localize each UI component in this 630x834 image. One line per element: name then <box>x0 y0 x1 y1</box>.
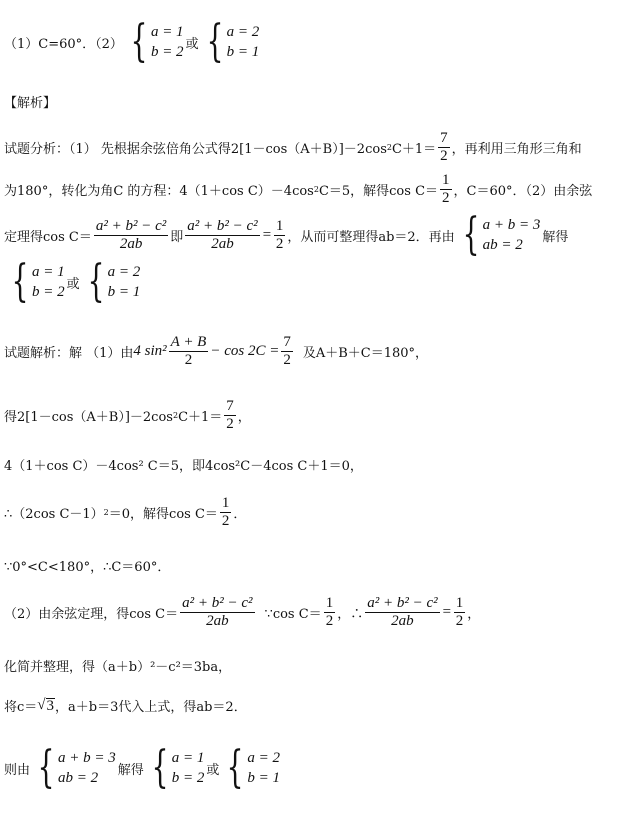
analysis-line-3 <box>4 209 569 260</box>
math-text: 试题分析：（1） 先根据余弦倍角公式得2[1－cos（A＋B）]－2cos <box>4 142 387 157</box>
fraction-1-2 <box>220 495 232 530</box>
math-text: b = 1 <box>247 770 281 786</box>
math-text: 1 <box>221 495 230 511</box>
math-text: ． <box>233 507 247 522</box>
solution-line-6 <box>4 595 480 630</box>
math-text: 化简并整理，得（a＋b）²－c²＝3ba， <box>4 660 232 675</box>
fraction-7-2 <box>224 398 236 433</box>
cos-fraction <box>94 218 168 253</box>
answer-line <box>4 16 261 67</box>
solution-line-3 <box>4 455 363 474</box>
fraction-7-2 <box>438 130 450 165</box>
math-text: 2 <box>275 235 284 252</box>
math-text: C＋1＝ <box>178 410 223 425</box>
math-text: a = 1 <box>171 750 205 766</box>
math-text: 2ab <box>206 613 229 629</box>
math-text: a = 2 <box>107 264 141 280</box>
math-text: 7 <box>440 130 448 146</box>
analysis-line-4 <box>4 256 142 307</box>
math-text: 2 <box>172 411 179 420</box>
math-text: a = 2 <box>247 750 281 766</box>
math-text: 或 <box>66 276 80 292</box>
math-text: 2 <box>386 143 392 152</box>
math-text: 3 <box>46 698 55 714</box>
math-text: ， <box>467 607 481 622</box>
analysis-line-2 <box>4 172 592 207</box>
math-text: 2 <box>325 613 334 629</box>
fraction-1-2 <box>324 595 336 630</box>
answer-text: （1）C=60°．（2） <box>4 36 123 52</box>
math-text: a = 1 <box>150 24 184 40</box>
analysis-line-1 <box>4 130 582 165</box>
math-text: a² + b² − c² <box>95 217 167 234</box>
math-text: ， <box>237 410 251 425</box>
math-text: 2 <box>313 185 319 194</box>
solution-line-9 <box>4 742 282 793</box>
fraction-1-2 <box>274 218 286 253</box>
solution-system-2: { a = 2 b = 1 <box>206 16 260 67</box>
math-text: 【解析】 <box>4 96 57 111</box>
math-text: − cos 2C = <box>210 343 280 359</box>
math-text: 解得 <box>117 762 144 778</box>
solution-line-8 <box>4 696 247 715</box>
math-text: ∵cos C＝ <box>264 607 322 622</box>
solution-system-2: { a = 2 b = 1 <box>227 742 281 793</box>
math-text: 则由 <box>4 762 31 778</box>
math-text: a + b = 3 <box>482 217 541 233</box>
math-text: 或 <box>206 762 220 778</box>
math-text: （2）由余弦定理，得cos C＝ <box>4 607 179 622</box>
math-text: b = 1 <box>107 284 141 300</box>
math-text: b = 2 <box>32 284 65 300</box>
math-text: 即 <box>170 229 184 245</box>
solution-line-1 <box>4 334 428 369</box>
cos-fraction <box>185 218 259 253</box>
math-text: 2 <box>442 190 450 206</box>
math-text: 及A＋B＋C＝180°， <box>302 346 429 361</box>
math-text: C＝5，解得cos C＝ <box>318 184 439 199</box>
math-text: ab = 2 <box>58 770 99 786</box>
math-text: 将c＝ <box>4 700 38 715</box>
solution-system-1: { a = 1 b = 2 <box>11 256 65 307</box>
math-text: b = 2 <box>150 44 184 60</box>
math-text: 2ab <box>211 235 234 252</box>
math-text: ，C＝60°．（2）由余弦 <box>453 184 593 199</box>
math-text: C＋1＝ <box>391 142 437 157</box>
math-text: 2 <box>283 352 291 368</box>
cos-fraction <box>180 595 254 630</box>
math-text: 2ab <box>391 613 414 629</box>
math-text: ，a＋b＝3代入上式，得ab＝2． <box>55 700 247 715</box>
math-text: 解得 <box>542 229 569 245</box>
fraction-1-2 <box>454 595 466 630</box>
or-text: 或 <box>185 36 199 52</box>
math-text: 2 <box>455 613 464 629</box>
solution-system-1: { a = 1 b = 2 <box>130 16 184 67</box>
math-text: 定理得cos C＝ <box>4 229 92 245</box>
math-text: A + B <box>170 334 207 350</box>
math-text: 7 <box>226 398 234 414</box>
math-text: ，从而可整理得ab＝2．再由 <box>287 229 455 245</box>
math-text: 2ab <box>119 235 143 252</box>
math-text: 7 <box>283 334 291 350</box>
jiexi-heading <box>4 92 56 111</box>
math-text: = <box>441 604 452 620</box>
system-sum-product: { a + b = 3 ab = 2 <box>37 742 116 793</box>
math-text: 得2[1－cos（A＋B）]－2cos <box>4 410 173 425</box>
math-text: = <box>261 226 272 243</box>
solution-line-2 <box>4 398 251 433</box>
math-text: ，再利用三角形三角和 <box>451 142 582 157</box>
math-text: √ <box>37 697 46 713</box>
math-text: a² + b² − c² <box>187 217 258 234</box>
math-text: 试题解析：解 （1）由 <box>4 346 134 361</box>
math-text: ab = 2 <box>482 237 523 253</box>
math-text: a + b = 3 <box>58 750 116 766</box>
solution-line-4 <box>4 495 246 530</box>
solution-system-1: { a = 1 b = 2 <box>151 742 205 793</box>
math-text: ＝0，解得cos C＝ <box>108 507 218 522</box>
cos-fraction <box>365 595 439 630</box>
math-text: b = 1 <box>226 44 260 60</box>
math-text: 为180°，转化为角C 的方程：4（1＋cos C）－4cos <box>4 184 314 199</box>
fraction-7-2 <box>281 334 293 369</box>
math-text: a² + b² − c² <box>367 595 438 611</box>
math-text: a = 2 <box>226 24 260 40</box>
math-text: 4 sin² <box>133 343 167 359</box>
math-text: 2 <box>221 513 230 529</box>
fraction-ab-2 <box>169 334 209 369</box>
math-text: b = 2 <box>171 770 205 786</box>
math-text: 4（1＋cos C）－4cos² C＝5，即4cos²C－4cos C＋1＝0， <box>4 459 363 474</box>
math-text: 1 <box>275 217 284 234</box>
math-text: 2 <box>440 148 448 164</box>
math-text: 1 <box>442 172 450 188</box>
math-text: 2 <box>103 508 109 517</box>
solution-line-5 <box>4 556 170 575</box>
math-text: ∴（2cos C－1） <box>4 507 104 522</box>
system-sum-product: { a + b = 3 ab = 2 <box>462 209 541 260</box>
math-text: ，∴ <box>337 607 364 622</box>
sqrt-3 <box>37 697 55 714</box>
solution-system-2: { a = 2 b = 1 <box>87 256 141 307</box>
solution-line-7 <box>4 656 231 675</box>
math-text: a² + b² − c² <box>182 595 253 611</box>
math-text: 2 <box>184 352 193 368</box>
fraction-1-2 <box>440 172 452 207</box>
math-text: a = 1 <box>32 264 65 280</box>
math-text: ∵0°<C<180°，∴C＝60°． <box>4 560 171 575</box>
math-text: 1 <box>325 595 334 611</box>
math-text: 1 <box>455 595 464 611</box>
math-text: 2 <box>226 416 234 432</box>
